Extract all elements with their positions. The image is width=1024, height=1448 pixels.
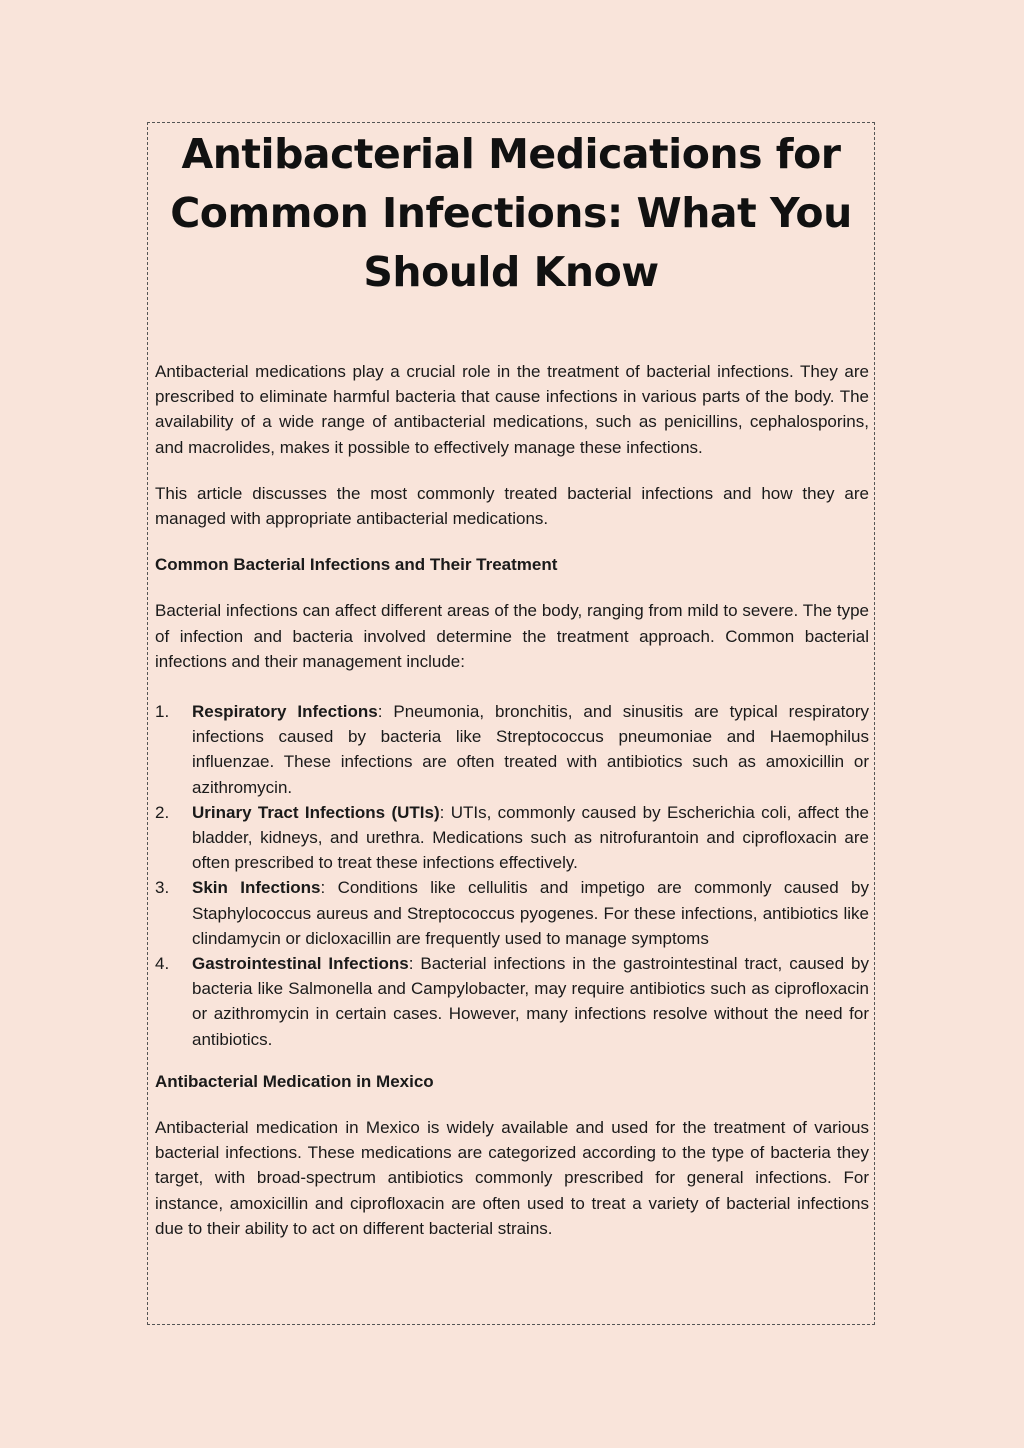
- list-item-number: 2.: [155, 802, 170, 822]
- list-item: [155, 875, 869, 951]
- intro-paragraph-2: This article discusses the most commonly treated bacterial infections and how they are managed with appropriate antibacterial medications.: [155, 483, 869, 529]
- section-heading-infections: Common Bacterial Infections and Their Treatment: [155, 555, 558, 575]
- list-item: [155, 951, 869, 1052]
- list-item-text: : UTIs, commonly caused by Escherichia coli, affect the bladder, kidneys, and urethra. Medications such as nitrofurantoin and ciprofloxacin are often prescribed to treat these infections effectively.: [192, 802, 870, 873]
- list-item-text: : Pneumonia, bronchitis, and sinusitis are typical respiratory infections caused by bacteria like Streptococcus pneumoniae and Haemophilus influenzae. These infections are often treated with antibiotics such as amoxicillin or azithromycin.: [192, 702, 869, 797]
- list-item-number: 1.: [155, 702, 170, 722]
- list-item: [155, 800, 869, 876]
- section-paragraph-mexico: Antibacterial medication in Mexico is widely available and used for the treatment of various bacterial infections. These medications are categorized according to the type of bacteria they target, with broad-spectrum antibiotics commonly prescribed for general infections. For instance, amoxicillin and ciprofloxacin are often used to treat a variety of bacterial infections due to their ability to act on different bacterial strains.: [155, 1118, 869, 1238]
- intro-paragraph-1: Antibacterial medications play a crucial role in the treatment of bacterial infections. They are prescribed to eliminate harmful bacteria that cause infections in various parts of the body. The availability of a wide range of antibacterial medications, such as penicillins, cephalosporins, and macrolides, makes it possible to effectively manage these infections.: [155, 362, 869, 457]
- list-item: [155, 699, 869, 800]
- list-item-number: 4.: [155, 954, 170, 974]
- infections-list: [155, 699, 869, 1052]
- list-item-number: 3.: [155, 878, 170, 898]
- list-item-term: Urinary Tract Infections (UTIs): [192, 802, 440, 822]
- section-paragraph-infections: Bacterial infections can affect different areas of the body, ranging from mild to severe. The type of infection and bacteria involved determine the treatment approach. Common bacterial infections and their management include:: [155, 601, 869, 671]
- list-item-term: Gastrointestinal Infections: [192, 954, 409, 974]
- list-item-text: : Bacterial infections in the gastrointestinal tract, caused by bacteria like Salmonella and Campylobacter, may require antibiotics such as ciprofloxacin or azithromycin in certain cases. However, many infections resolve without the need for antibiotics.: [192, 954, 869, 1049]
- list-item-text: : Conditions like cellulitis and impetigo are commonly caused by Staphylococcus aureus and Streptococcus pyogenes. For these infections, antibiotics like clindamycin or dicloxacillin are frequently used to manage symptoms: [192, 878, 869, 948]
- article-body: [155, 359, 869, 1262]
- list-item-term: Respiratory Infections: [192, 702, 378, 722]
- article-title: Antibacterial Medications for Common Infections: What You Should Know: [170, 130, 852, 296]
- list-item-term: Skin Infections: [192, 878, 321, 898]
- section-heading-mexico: Antibacterial Medication in Mexico: [155, 1071, 434, 1091]
